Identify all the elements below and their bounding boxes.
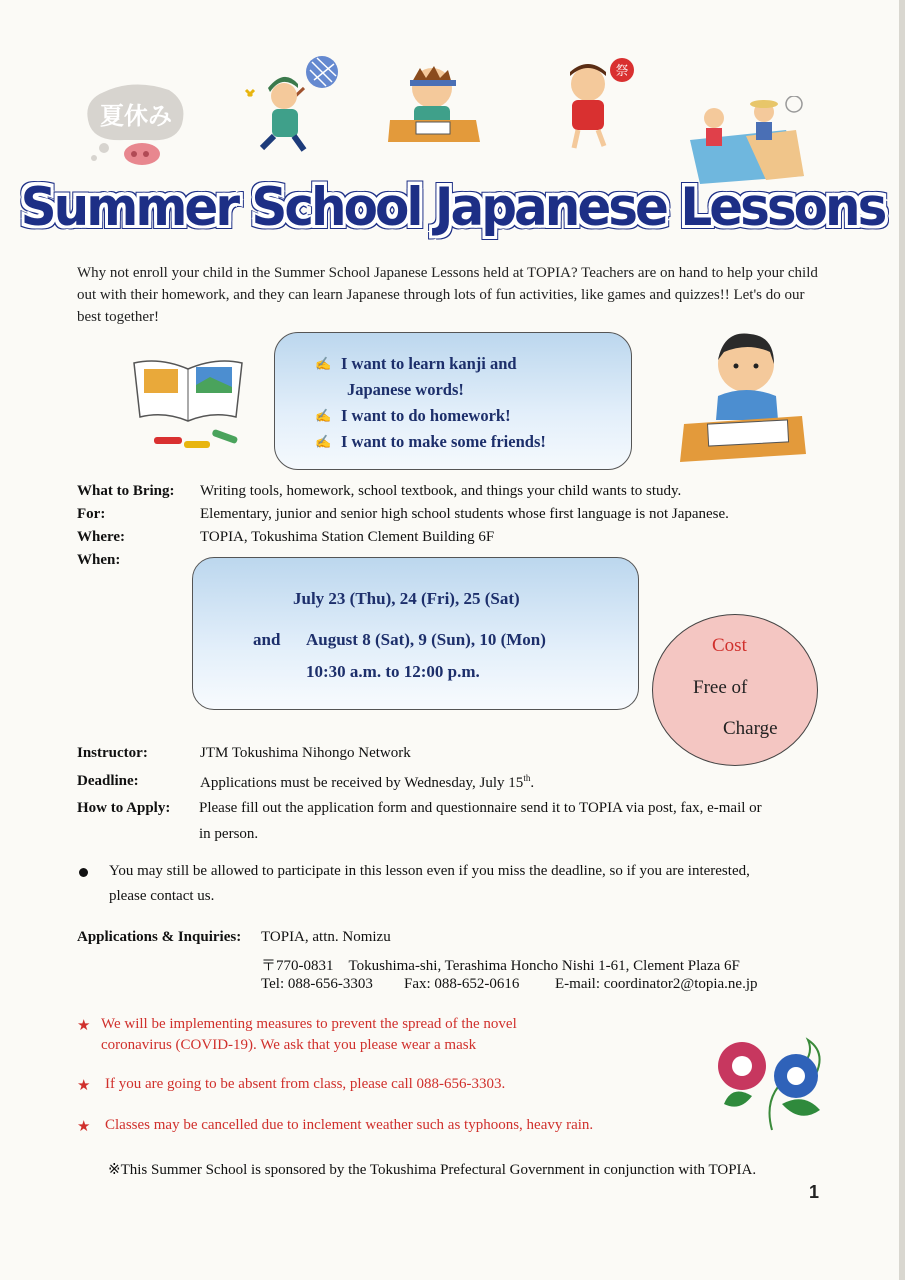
notice-cancellation: Classes may be cancelled due to inclement weather such as typhoons, heavy rain.	[105, 1117, 594, 1133]
instructor-value: JTM Tokushima Nihongo Network	[200, 745, 411, 761]
contact-tel: Tel: 088-656-3303	[261, 976, 373, 992]
intro-paragraph: Why not enroll your child in the Summer School Japanese Lessons held at TOPIA? Teachers are on hand to help your child out with their homework, and they can learn Japanese through lots of fun activities, like games and quizzes!! Let's do our best together!	[77, 265, 818, 325]
wish-item: ✍ I want to learn kanji and	[315, 351, 631, 377]
what-to-bring-label: What to Bring:	[77, 483, 175, 499]
star-icon: ★	[77, 1119, 91, 1135]
cost-label: Cost	[712, 635, 747, 656]
notice-covid-line-2: coronavirus (COVID-19). We ask that you please wear a mask	[101, 1037, 477, 1053]
cost-circle	[652, 614, 818, 766]
beach-children-illustration	[686, 96, 806, 188]
notice-absence: If you are going to be absent from class, please call 088-656-3303.	[105, 1076, 506, 1092]
open-book-illustration	[130, 355, 246, 453]
wish-item-continued: Japanese words!	[347, 380, 464, 399]
how-to-apply-line-2: in person.	[199, 826, 259, 842]
schedule-and: and	[253, 630, 281, 649]
contact-name: TOPIA, attn. Nomizu	[261, 929, 391, 945]
schedule-box	[192, 557, 639, 710]
badge-text: 夏休み	[100, 102, 172, 130]
pencil-icon: ✍	[315, 434, 332, 449]
contact-fax: Fax: 088-652-0616	[404, 976, 520, 992]
page-number: 1	[808, 1182, 819, 1202]
how-to-apply-label: How to Apply:	[77, 800, 171, 816]
how-to-apply-line-1: Please fill out the application form and questionnaire send it to TOPIA via post, fax, e-mail or	[199, 800, 762, 816]
wish-item: ✍ I want to do homework!	[315, 403, 631, 429]
page-title: Summer School Japanese Lessons	[20, 176, 885, 238]
contact-label: Applications & Inquiries:	[77, 929, 242, 945]
instructor-label: Instructor:	[77, 745, 148, 761]
star-icon: ★	[77, 1018, 91, 1034]
pencil-icon: ✍	[315, 408, 332, 423]
contact-address: 〒770-0831 Tokushima-shi, Terashima Honcho Nishi 1-61, Clement Plaza 6F	[261, 958, 740, 974]
where-label: Where:	[77, 529, 126, 545]
notice-covid-line-1: We will be implementing measures to prevent the spread of the novel	[101, 1016, 517, 1032]
bullet-icon	[79, 868, 88, 877]
schedule-dates-august: August 8 (Sat), 9 (Sun), 10 (Mon)	[306, 630, 546, 649]
sponsor-note: ※This Summer School is sponsored by the Tokushima Prefectural Government in conjunction with TOPIA.	[108, 1162, 757, 1178]
for-label: For:	[77, 506, 106, 522]
summer-vacation-badge-illustration	[84, 82, 189, 167]
deadline-label: Deadline:	[77, 773, 139, 789]
note-line-2: please contact us.	[109, 888, 215, 904]
cost-line-1: Free of	[693, 677, 748, 698]
schedule-dates-july: July 23 (Thu), 24 (Fri), 25 (Sat)	[293, 589, 520, 608]
festival-fan-text: 祭	[615, 64, 629, 79]
wish-item: ✍ I want to make some friends!	[315, 429, 631, 455]
boy-studying-illustration	[386, 62, 482, 146]
cost-line-2: Charge	[723, 718, 778, 739]
star-icon: ★	[77, 1078, 91, 1094]
child-with-net-illustration	[232, 52, 342, 157]
wishes-box	[274, 332, 632, 470]
contact-email: E-mail: coordinator2@topia.ne.jp	[555, 976, 758, 992]
schedule-time: 10:30 a.m. to 12:00 p.m.	[306, 662, 480, 681]
what-to-bring-value: Writing tools, homework, school textbook, and things your child wants to study.	[200, 483, 682, 499]
deadline-value: Applications must be received by Wednesday, July 15th.	[200, 773, 535, 791]
for-value: Elementary, junior and senior high school students whose first language is not Japanese.	[200, 506, 729, 522]
note-line-1: You may still be allowed to participate in this lesson even if you miss the deadline, so if you are interested,	[109, 863, 750, 879]
boy-at-desk-illustration	[678, 324, 810, 464]
pencil-icon: ✍	[315, 356, 332, 371]
morning-glory-illustration	[712, 1034, 840, 1138]
when-label: When:	[77, 552, 121, 568]
where-value: TOPIA, Tokushima Station Clement Building 6F	[200, 529, 495, 545]
festival-girl-illustration	[552, 54, 634, 152]
